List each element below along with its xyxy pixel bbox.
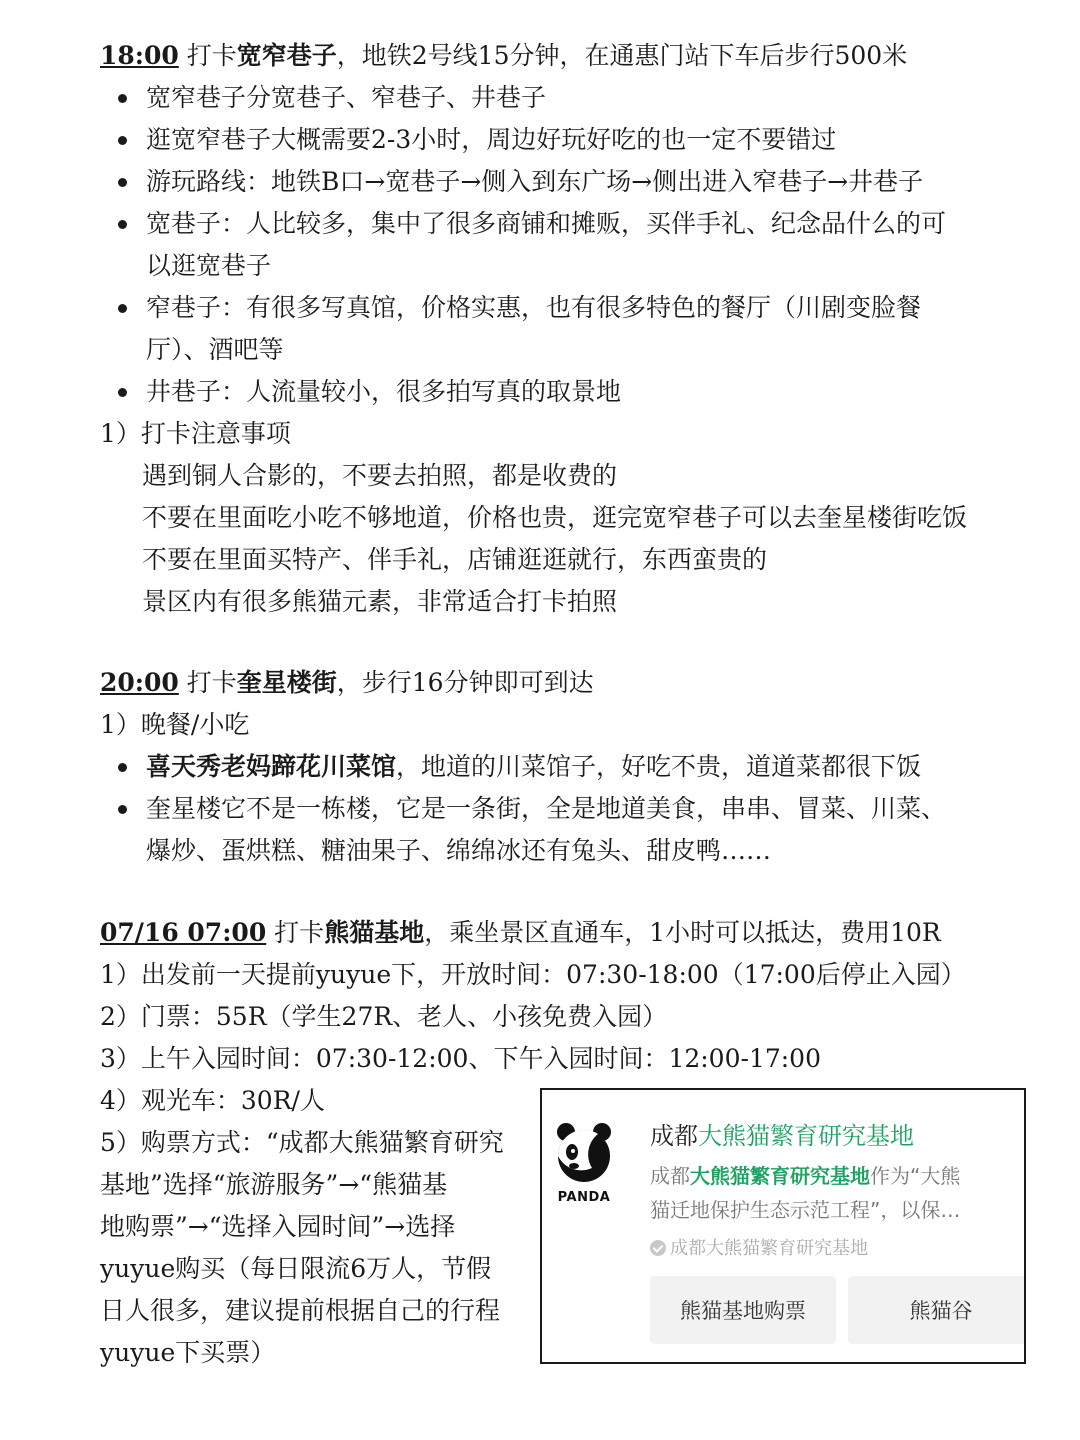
- s1-bullet-5-cont: 厅）、酒吧等: [146, 335, 284, 364]
- s3-head-a: 打卡: [266, 918, 325, 947]
- s2-bullet-2: 奎星楼它不是一栋楼，它是一条街，全是地道美食，串串、冒菜、川菜、: [146, 794, 947, 823]
- card-desc-a: 成都: [650, 1164, 690, 1188]
- bullet-dot: [118, 220, 127, 229]
- s3-item-5-cont-4: 日人很多，建议提前根据自己的行程: [100, 1296, 501, 1325]
- verified-icon: [650, 1240, 666, 1256]
- bullet-dot: [118, 94, 127, 103]
- s2-sub: 1）晚餐/小吃: [100, 710, 250, 739]
- s3-item-1: 1）出发前一天提前yuyue下，开放时间：07:30-18:00（17:00后停止入园）: [100, 960, 966, 989]
- card-title: [650, 1116, 914, 1151]
- s2-bullet-2-cont: 爆炒、蛋烘糕、糖油果子、绵绵冰还有兔头、甜皮鸭……: [146, 836, 772, 865]
- s3-item-3: 3）上午入园时间：07:30-12:00、下午入园时间：12:00-17:00: [100, 1044, 821, 1073]
- logo-text: PANDA: [557, 1190, 611, 1205]
- s1-notes-title: 1）打卡注意事项: [100, 419, 291, 448]
- s1-note-3: 不要在里面买特产、伴手礼，店铺逛逛就行，东西蛮贵的: [142, 545, 768, 574]
- card-desc-line-2: 猫迁地保护生态示范工程”，以保…: [650, 1198, 961, 1222]
- s1-bullet-4: 宽巷子：人比较多，集中了很多商铺和摊贩，买伴手礼、纪念品什么的可: [146, 209, 947, 238]
- s1-head-a: 打卡: [178, 41, 237, 70]
- s3-heading: [100, 913, 941, 953]
- s3-item-5: 5）购票方式：“成都大熊猫繁育研究: [100, 1128, 504, 1157]
- bullet-dot: [118, 304, 127, 313]
- s3-item-4: 4）观光车：30R/人: [100, 1086, 325, 1115]
- panda-logo-icon: [552, 1120, 616, 1190]
- s1-bullet-4-cont: 以逛宽巷子: [146, 251, 272, 280]
- bullet-dot: [118, 763, 127, 772]
- s2-head-a: 打卡: [178, 668, 237, 697]
- s2-place: 奎星楼街: [236, 668, 337, 697]
- s2-restaurant: 喜天秀老妈蹄花川菜馆: [146, 752, 397, 781]
- bullet-dot: [118, 178, 127, 187]
- card-title-b: 大熊猫繁育研究基地: [698, 1122, 914, 1150]
- s3-time: 07/16 07:00: [100, 918, 267, 947]
- s1-bullet-2: 逛宽窄巷子大概需要2-3小时，周边好玩好吃的也一定不要错过: [146, 125, 837, 154]
- s1-note-2: 不要在里面吃小吃不够地道，价格也贵，逛完宽窄巷子可以去奎星楼街吃饭: [142, 503, 968, 532]
- s3-place: 熊猫基地: [324, 918, 425, 947]
- s1-bullet-5: 窄巷子：有很多写真馆，价格实惠，也有很多特色的餐厅（川剧变脸餐: [146, 293, 922, 322]
- panda-base-card[interactable]: [540, 1088, 1026, 1364]
- card-source-name: 成都大熊猫繁育研究基地: [670, 1238, 868, 1259]
- card-source: [650, 1234, 868, 1260]
- s1-time: 18:00: [100, 41, 179, 70]
- bullet-dot: [118, 388, 127, 397]
- s1-bullet-1: 宽窄巷子分宽巷子、窄巷子、井巷子: [146, 83, 547, 112]
- s1-bullet-3: 游玩路线：地铁B口→宽巷子→侧入到东广场→侧出进入窄巷子→井巷子: [146, 167, 924, 196]
- panda-logo: [552, 1120, 616, 1204]
- s2-bullet-1-rest: ，地道的川菜馆子，好吃不贵，道道菜都很下饭: [396, 752, 922, 781]
- buy-ticket-button[interactable]: 熊猫基地购票: [650, 1276, 836, 1344]
- bullet-dot: [118, 805, 127, 814]
- s3-item-5-cont-2: 地购票”→“选择入园时间”→选择: [100, 1212, 456, 1241]
- card-desc-line-1: [650, 1160, 960, 1189]
- card-title-a: 成都: [650, 1122, 698, 1150]
- s3-item-5-cont-5: yuyue下买票）: [100, 1338, 276, 1367]
- bullet-dot: [118, 136, 127, 145]
- s2-time: 20:00: [100, 668, 179, 697]
- s1-place: 宽窄巷子: [236, 41, 337, 70]
- s1-head-b: ，地铁2号线15分钟，在通惠门站下车后步行500米: [336, 41, 908, 70]
- s2-head-b: ，步行16分钟即可到达: [336, 668, 594, 697]
- s1-bullet-6: 井巷子：人流量较小，很多拍写真的取景地: [146, 377, 622, 406]
- s1-note-4: 景区内有很多熊猫元素，非常适合打卡拍照: [142, 587, 618, 616]
- s3-head-b: ，乘坐景区直通车，1小时可以抵达，费用10R: [424, 918, 941, 947]
- s1-heading: [100, 36, 907, 76]
- card-desc-c: 作为“大熊: [870, 1164, 961, 1188]
- panda-valley-button[interactable]: 熊猫谷: [848, 1276, 1026, 1344]
- s3-item-5-cont-1: 基地”选择“旅游服务”→“熊猫基: [100, 1170, 448, 1199]
- s3-item-5-cont-3: yuyue购买（每日限流6万人，节假: [100, 1254, 492, 1283]
- s1-note-1: 遇到铜人合影的，不要去拍照，都是收费的: [142, 461, 618, 490]
- s2-bullet-1: [146, 747, 921, 787]
- card-desc-b: 大熊猫繁育研究基地: [690, 1164, 870, 1188]
- s3-item-2: 2）门票：55R（学生27R、老人、小孩免费入园）: [100, 1002, 668, 1031]
- s2-heading: [100, 663, 594, 703]
